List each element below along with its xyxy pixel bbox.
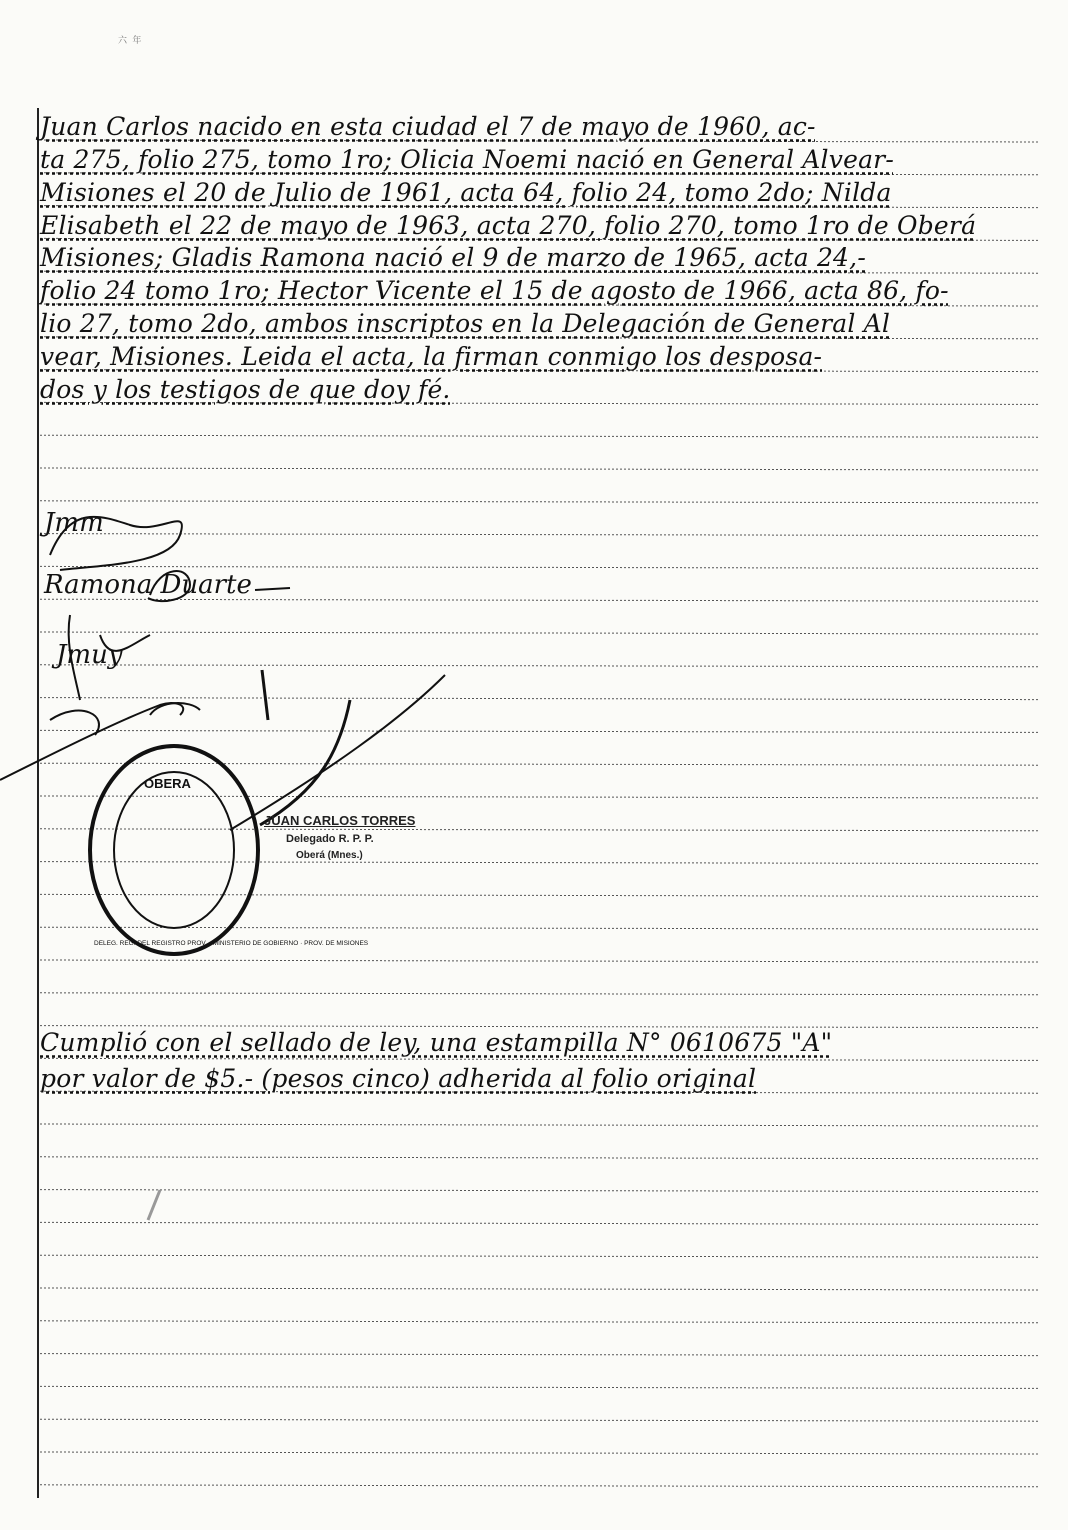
ruled-line [40, 1190, 1040, 1192]
ruled-line [40, 1354, 1040, 1356]
ruled-line [40, 1452, 1040, 1454]
signature-1: Jmm [44, 508, 104, 538]
body-line: ta 275, folio 275, tomo 1ro; Olicia Noemi nació en General Alvear- [40, 145, 894, 174]
note-line: por valor de $5.- (pesos cinco) adherida al folio original [40, 1064, 757, 1093]
ruled-line [40, 1157, 1040, 1159]
signature-2: Ramona Duarte [44, 570, 252, 600]
stamp-place: Oberá (Mnes.) [296, 850, 363, 861]
ruled-line [40, 1386, 1040, 1388]
seal-ring-text: DELEG. REG. DEL REGISTRO PROV. · MINISTERIO DE GOBIERNO · PROV. DE MISIONES [94, 940, 369, 947]
ruled-line [40, 960, 1040, 962]
seal-top-text: OBERA [144, 776, 191, 791]
ruled-line [40, 993, 1040, 995]
body-line: Elisabeth el 22 de mayo de 1963, acta 270, folio 270, tomo 1ro de Oberá [40, 211, 977, 240]
ruled-line [40, 1058, 1040, 1060]
note-line: Cumplió con el sellado de ley, una estampilla N° 0610675 "A" [40, 1028, 833, 1057]
body-line: vear, Misiones. Leida el acta, la firman conmigo los desposa- [40, 342, 823, 371]
ruled-line [40, 1288, 1040, 1290]
body-line: folio 24 tomo 1ro; Hector Vicente el 15 de agosto de 1966, acta 86, fo- [40, 276, 949, 305]
ruled-line [40, 1255, 1040, 1257]
ruled-line [40, 1124, 1040, 1126]
signature-3: Jmuy [56, 640, 123, 670]
body-line: lio 27, tomo 2do, ambos inscriptos en la Delegación de General Al [40, 309, 891, 338]
body-line: Misiones el 20 de Julio de 1961, acta 64, folio 24, tomo 2do; Nilda [40, 178, 892, 207]
ruled-line [40, 1485, 1040, 1487]
body-line: Juan Carlos nacido en esta ciudad el 7 de mayo de 1960, ac- [40, 112, 816, 141]
ruled-line [40, 1419, 1040, 1421]
stamp-title: Delegado R. P. P. [286, 833, 374, 845]
ruled-line [40, 435, 1040, 437]
ruled-line [40, 1321, 1040, 1323]
signature-2-flourish [40, 560, 300, 610]
pencil-mark [140, 1185, 170, 1225]
ruled-line [40, 632, 1040, 634]
body-line: Misiones; Gladis Ramona nació el 9 de marzo de 1965, acta 24,- [40, 243, 866, 272]
stamp-name: JUAN CARLOS TORRES [264, 813, 416, 828]
ruled-line [40, 468, 1040, 470]
body-line: dos y los testigos de que doy fé. [40, 375, 451, 404]
corner-mark: 六 年 [118, 36, 142, 46]
ruled-line [40, 1222, 1040, 1224]
